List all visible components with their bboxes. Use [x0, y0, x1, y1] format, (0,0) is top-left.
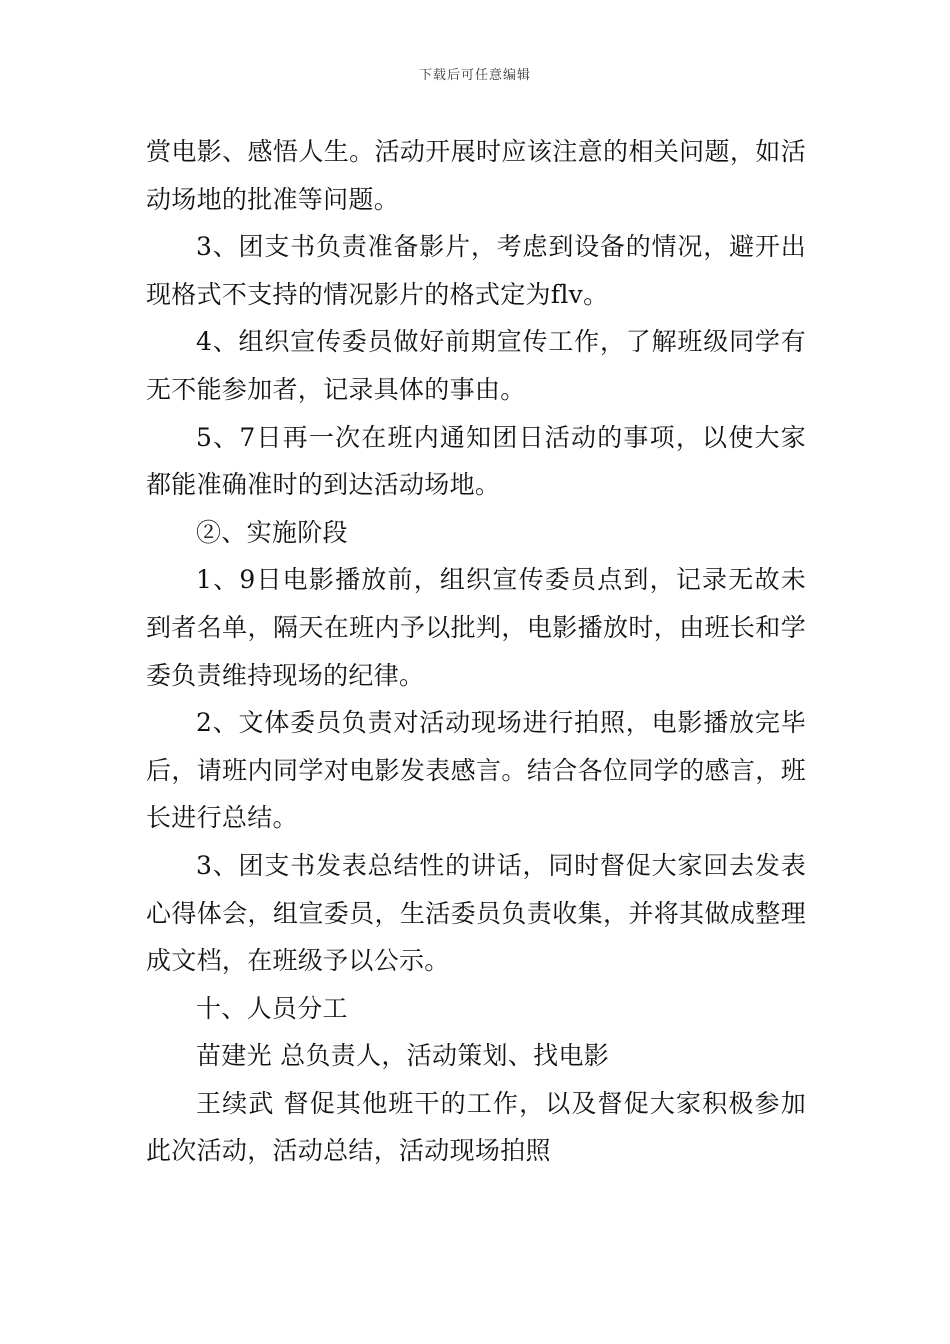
staff-entry-2: 王续武 督促其他班干的工作，以及督促大家积极参加此次活动，活动总结，活动现场拍照: [146, 1088, 806, 1166]
staff-entry-1: 苗建光 总负责人，活动策划、找电影: [196, 1041, 610, 1071]
paragraph-3: 4、组织宣传委员做好前期宣传工作，了解班级同学有无不能参加者，记录具体的事由。: [146, 327, 806, 404]
document-body: [146, 128, 806, 1175]
paragraph-1: 赏电影、感悟人生。活动开展时应该注意的相关问题，如活动场地的批准等问题。: [146, 137, 806, 214]
paragraph-5: 1、9日电影播放前，组织宣传委员点到，记录无故未到者名单，隔天在班内予以批判，电影播放时，由班长和学委负责维持现场的纪律。: [146, 565, 806, 690]
paragraph-7: 3、团支书发表总结性的讲话，同时督促大家回去发表心得体会，组宣委员，生活委员负责收集，并将其做成整理成文档，在班级予以公示。: [146, 850, 806, 976]
section-heading-implementation: ②、实施阶段: [196, 517, 348, 547]
page-header: 下载后可任意编辑: [418, 68, 531, 83]
paragraph-6: 2、文体委员负责对活动现场进行拍照，电影播放完毕后，请班内同学对电影发表感言。结合各位同学的感言，班长进行总结。: [146, 708, 806, 833]
section-heading-staffing: 十、人员分工: [196, 993, 348, 1023]
paragraph-2: 3、团支书负责准备影片，考虑到设备的情况，避开出现格式不支持的情况影片的格式定为flv。: [146, 232, 806, 309]
paragraph-4: 5、7日再一次在班内通知团日活动的事项，以使大家都能准确准时的到达活动场地。: [146, 422, 806, 500]
